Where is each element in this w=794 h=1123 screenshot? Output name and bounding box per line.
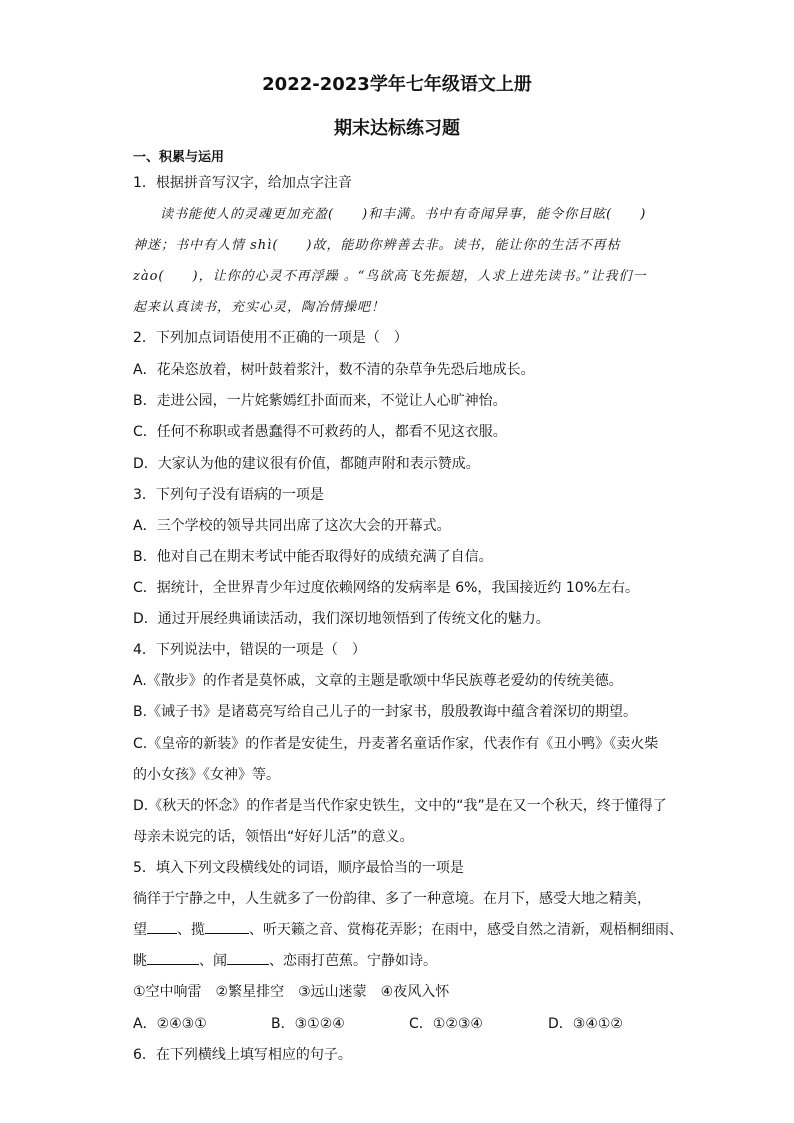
fill-blank[interactable]: [147, 919, 177, 934]
q5-passage-line: 徜徉于宁静之中，人生就多了一份韵律、多了一种意境。在月下，感受大地之精美，: [133, 891, 651, 907]
q5-text: 眺: [133, 953, 147, 969]
q5-text: 、恋雨打芭蕉。宁静如诗。: [269, 953, 437, 969]
fill-blank[interactable]: [227, 950, 269, 965]
q4-option-a: A.《散步》的作者是莫怀戚，文章的主题是歌颂中华民族尊老爱幼的传统美德。: [133, 673, 623, 689]
q1-passage-line: 神迷；书中有人情 shì( )故，能助你辨善去非。读书，能让你的生活不再枯: [133, 238, 621, 253]
q4-option-d-cont: 母亲未说完的话，领悟出“好好儿活”的意义。: [133, 829, 414, 845]
q2-stem: 2．下列加点词语使用不正确的一项是（ ）: [133, 330, 408, 346]
q3-option-c: C．据统计，全世界青少年过度依赖网络的发病率是 6%，我国接近约 10%左右。: [133, 580, 640, 596]
q2-option-c: C．任何不称职或者愚蠢得不可救药的人，都看不见这衣服。: [133, 424, 507, 440]
section-heading: 一、积累与运用: [133, 150, 225, 165]
q3-option-a: A．三个学校的领导共同出席了这次大会的开幕式。: [133, 518, 451, 534]
q3-stem: 3．下列句子没有语病的一项是: [133, 487, 324, 503]
q5-choice-d: D．③④①②: [548, 1016, 623, 1032]
q5-stem: 5．填入下列文段横线处的词语，顺序最恰当的一项是: [133, 860, 464, 876]
q5-choice-a: A．②④③①: [133, 1016, 207, 1032]
q4-option-d: D.《秋天的怀念》的作者是当代作家史铁生，文中的“我”是在又一个秋天，终于懂得了: [133, 798, 667, 814]
title-line-2: 期末达标练习题: [334, 118, 460, 139]
q2-option-a: A．花朵恣放着，树叶鼓着浆汁，数不清的杂草争先恐后地成长。: [133, 362, 535, 378]
q1-passage-line: 起来认真读书，充实心灵，陶冶情操吧！: [133, 300, 386, 315]
q5-passage-line: [133, 919, 683, 939]
q5-phrases: ①空中响雷 ②繁星排空 ③远山迷蒙 ④夜风入怀: [133, 984, 450, 1000]
q5-text: 、揽: [177, 922, 205, 938]
q4-option-c: C.《皇帝的新装》的作者是安徒生，丹麦著名童话作家，代表作有《丑小鸭》《卖火柴: [133, 736, 659, 752]
q5-text: 、闻: [199, 953, 227, 969]
q5-text: 望: [133, 922, 147, 938]
q4-option-b: B.《诫子书》是诸葛亮写给自己儿子的一封家书，殷殷教诲中蕴含着深切的期望。: [133, 704, 638, 720]
q2-option-b: B．走进公园，一片姹紫嫣红扑面而来，不觉让人心旷神怡。: [133, 393, 507, 409]
q6-stem: 6．在下列横线上填写相应的句子。: [133, 1047, 352, 1063]
fill-blank[interactable]: [147, 950, 199, 965]
q4-stem: 4．下列说法中，错误的一项是（ ）: [133, 642, 366, 658]
q5-choice-b: B．③①②④: [271, 1016, 345, 1032]
q5-choices: [133, 1013, 623, 1033]
title-line-1: 2022-2023学年七年级语文上册: [262, 74, 532, 95]
q1-stem: 1．根据拼音写汉字，给加点字注音: [133, 175, 352, 191]
q1-passage-line: zào( )，让你的心灵不再浮躁 。“鸟欲高飞先振翅，人求上进先读书。”让我们一: [133, 269, 647, 284]
q5-text: 、听天籁之音、赏梅花弄影；在雨中，感受自然之清新，观梧桐细雨、: [249, 922, 683, 938]
q2-option-d: D．大家认为他的建议很有价值，都随声附和表示赞成。: [133, 456, 480, 472]
q3-option-d: D．通过开展经典诵读活动，我们深切地领悟到了传统文化的魅力。: [133, 611, 550, 627]
q3-option-b: B．他对自己在期末考试中能否取得好的成绩充满了自信。: [133, 549, 493, 565]
q1-passage-line: 读书能使人的灵魂更加充盈( )和丰满。书中有奇闻异事，能令你目眩( ): [160, 207, 647, 222]
q5-passage-line: [133, 950, 437, 970]
q4-option-c-cont: 的小女孩》《女神》等。: [133, 767, 280, 783]
fill-blank[interactable]: [205, 919, 249, 934]
q5-choice-c: C．①②③④: [409, 1016, 483, 1032]
